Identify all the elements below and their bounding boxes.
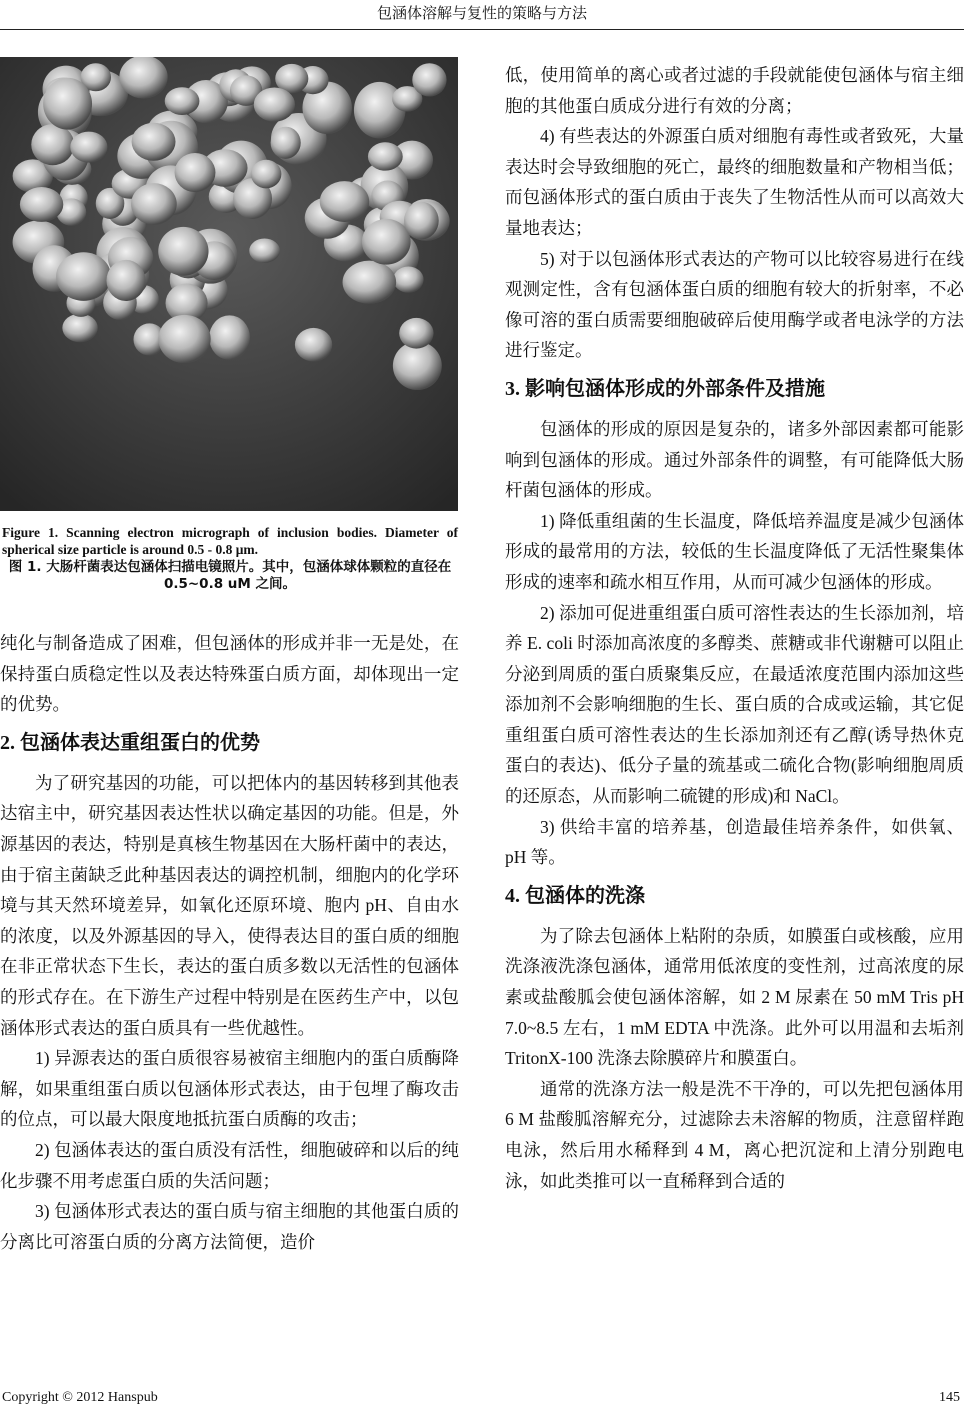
particle	[254, 87, 295, 121]
paragraph: 4) 有些表达的外源蛋白质对细胞有毒性或者致死，大量表达时会导致细胞的死亡，最终的细胞数量和产物相当低；而包涵体形式的蛋白质由于丧失了生物活性从而可以高效大量地表达；	[505, 126, 964, 238]
paragraph: 包涵体的形成的原因是复杂的，诸多外部因素都可能影响到包涵体的形成。通过外部条件的调整，有可能降低大肠杆菌包涵体的形成。	[505, 418, 964, 501]
section-heading: 4. 包涵体的洗涤	[505, 884, 645, 907]
particle	[404, 202, 439, 240]
particle	[131, 183, 177, 225]
particle	[43, 78, 92, 130]
paragraph: 2) 添加可促进重组蛋白质可溶性表达的生长添加剂，培养 E. coli 时添加高浓度的多醇类、蔗糖或非代谢糖可以阻止分泌到周质的蛋白质聚集反应，在最适浓度范围内添加这些添加剂不会影响细胞的生长、蛋白质的合成或运输，其它促重组蛋白质可溶性表达的生长添加剂还有乙醇(诱导热休克蛋白的表达)、低分子量的巯基或二硫化合物(影响细胞周质的还原态，从而影响二硫键的形成)和 NaCl。	[505, 602, 964, 807]
particle	[132, 123, 176, 161]
particle	[158, 227, 208, 276]
caption-chinese: 图 1. 大肠杆菌表达包涵体扫描电镜照片。其中，包涵体球体颗粒的直径在 0.5~0.8 uM 之间。	[8, 559, 452, 592]
running-header: 包涵体溶解与复性的策略与方法	[376, 6, 587, 22]
sem-image	[0, 57, 458, 511]
paragraph: 为了研究基因的功能，可以把体内的基因转移到其他表达宿主中，研究基因表达性状以确定基因的功能。但是，外源基因的表达，特别是真核生物基因在大肠杆菌中的表达，由于宿主菌缺乏此种基因表达的调控机制，细胞内的化学环境与其天然环境差异，如氧化还原环境、胞内 pH、自由水的浓度，以及外源基因的导入，使得表达目的蛋白质的细胞在非正常状态下生长，表达的蛋白质多数以无活性的包涵体的形式存在。在下游生产过程中特别是在医药生产中，以包涵体形式表达的蛋白质具有一些优越性。	[0, 772, 459, 1038]
particle	[249, 238, 280, 262]
particle	[320, 181, 369, 222]
particle	[31, 124, 74, 165]
particle	[119, 57, 167, 99]
paragraph: 3) 包涵体形式表达的蛋白质与宿主细胞的其他蛋白质的分离比可溶蛋白质的分离方法简便，造价	[0, 1201, 459, 1252]
particle	[251, 160, 282, 189]
particle	[393, 342, 442, 391]
section-heading: 3. 影响包涵体形成的外部条件及措施	[505, 377, 825, 400]
particle	[295, 328, 332, 362]
paragraph: 1) 降低重组菌的生长温度，降低培养温度是减少包涵体形成的最常用的方法，较低的生长温度降低了无活性聚集体形成的速率和疏水相互作用，从而可减少包涵体的形成。	[505, 510, 964, 592]
particle	[393, 266, 423, 292]
caption-english: Figure 1. Scanning electron micrograph of inclusion bodies. Diameter of spherical size particle is around 0.5 - 0.8 μm.	[2, 525, 458, 557]
particle	[62, 314, 97, 343]
particle	[70, 132, 107, 163]
figure-caption	[2, 524, 458, 593]
particle	[106, 260, 145, 301]
particle	[412, 63, 446, 96]
copyright: Copyright © 2012 Hanspub	[2, 1390, 158, 1405]
particle	[175, 153, 216, 192]
paragraph: 2) 包涵体表达的蛋白质没有活性，细胞破碎和以后的纯化步骤不用考虑蛋白质的失活问题；	[0, 1139, 459, 1191]
paragraph: 为了除去包涵体上粘附的杂质，如膜蛋白或核酸，应用洗涤液洗涤包涵体，通常用低浓度的变性剂，过高浓度的尿素或盐酸胍会使包涵体溶解，如 2 M 尿素在 50 mM Tris pH 7.0~8.5 左右，1 mM EDTA 中洗涤。此外可以用温和去垢剂 TritonX-100 洗涤去除膜碎片和膜蛋白。	[505, 925, 964, 1069]
paragraph: 5) 对于以包涵体形式表达的产物可以比较容易进行在线观测定性，含有包涵体蛋白质的细胞有较大的折射率，不必像可溶的蛋白质需要细胞破碎后使用酶学或者电泳学的方法进行鉴定。	[505, 248, 964, 361]
sem-micrograph-figure	[0, 57, 458, 511]
particle	[343, 261, 397, 304]
particle	[165, 87, 200, 115]
particle	[362, 219, 411, 265]
paragraph: 3) 供给丰富的培养基，创造最佳培养条件，如供氧、pH 等。	[505, 816, 964, 868]
paragraph: 通常的洗涤方法一般是洗不干净的，可以先把包涵体用 6 M 盐酸胍溶解充分，过滤除去未溶解的物质，注意留样跑电泳，然后用水稀释到 4 M，离心把沉淀和上清分别跑电泳，如此类推可以一直稀释到合适的	[505, 1078, 964, 1191]
particle	[209, 315, 250, 360]
header-rule	[0, 29, 964, 30]
paragraph: 1) 异源表达的蛋白质很容易被宿主细胞内的蛋白质酶降解，如果重组蛋白质以包涵体形式表达，由于包埋了酶攻击的位点，可以最大限度地抵抗蛋白质酶的攻击；	[0, 1048, 459, 1130]
particle	[56, 252, 111, 301]
particle	[368, 142, 403, 170]
paragraph: 纯化与制备造成了困难，但包涵体的形成并非一无是处，在保持蛋白质稳定性以及表达特殊蛋白质方面，却体现出一定的优势。	[0, 633, 459, 715]
particle	[20, 187, 63, 222]
page-number: 145	[939, 1390, 960, 1405]
left-column	[0, 628, 459, 1257]
particle	[399, 318, 433, 349]
particle	[271, 127, 301, 159]
particle	[158, 315, 210, 363]
paragraph: 低，使用简单的离心或者过滤的手段就能使包涵体与宿主细胞的其他蛋白质成分进行有效的分离；	[505, 65, 964, 116]
section-heading: 2. 包涵体表达重组蛋白的优势	[0, 731, 260, 754]
right-column	[505, 60, 964, 1196]
